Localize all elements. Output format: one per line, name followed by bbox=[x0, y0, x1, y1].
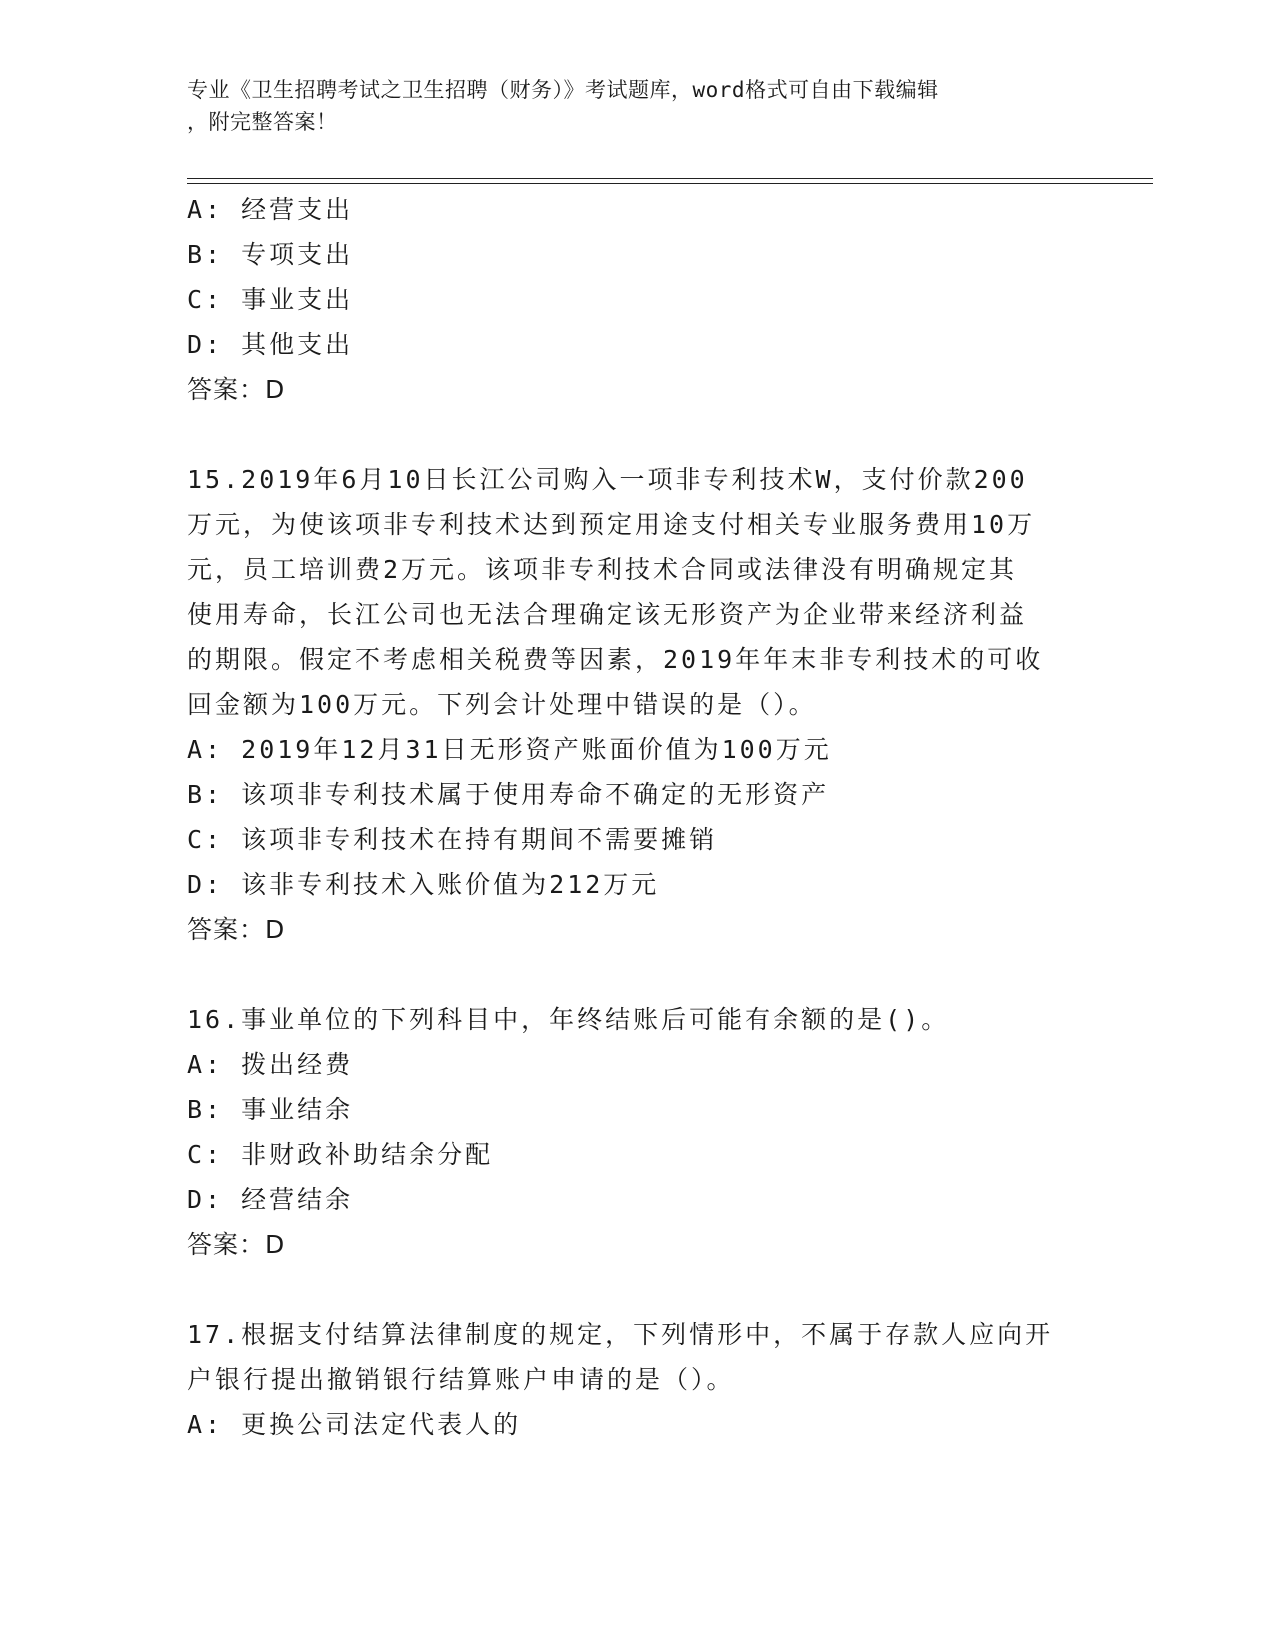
q15-stem-line-5: 的期限。假定不考虑相关税费等因素，2019年年末非专利技术的可收 bbox=[187, 645, 1044, 674]
q14-option-d: D: 其他支出 bbox=[187, 330, 354, 359]
q16-option-b: B: 事业结余 bbox=[187, 1095, 354, 1124]
q16-answer: 答案：D bbox=[187, 1230, 286, 1259]
q15-stem-line-1: 15.2019年6月10日长江公司购入一项非专利技术W，支付价款200 bbox=[187, 465, 1028, 494]
q16-option-d: D: 经营结余 bbox=[187, 1185, 354, 1214]
q14-option-b: B: 专项支出 bbox=[187, 240, 354, 269]
q15-option-a: A: 2019年12月31日无形资产账面价值为100万元 bbox=[187, 735, 832, 764]
q15-option-b: B: 该项非专利技术属于使用寿命不确定的无形资产 bbox=[187, 780, 830, 809]
q15-stem-line-3: 元，员工培训费2万元。该项非专利技术合同或法律没有明确规定其 bbox=[187, 555, 1018, 584]
q15-stem-line-6: 回金额为100万元。下列会计处理中错误的是（）。 bbox=[187, 690, 817, 719]
q17-stem-line-1: 17.根据支付结算法律制度的规定，下列情形中，不属于存款人应向开 bbox=[187, 1320, 1054, 1349]
q14-option-a: A: 经营支出 bbox=[187, 195, 354, 224]
q15-answer: 答案：D bbox=[187, 915, 286, 944]
q17-stem-line-2: 户银行提出撤销银行结算账户申请的是（）。 bbox=[187, 1365, 735, 1394]
q15-option-d: D: 该非专利技术入账价值为212万元 bbox=[187, 870, 660, 899]
header-line-2: ，附完整答案！ bbox=[187, 110, 338, 134]
header-divider-top bbox=[187, 178, 1153, 179]
header-line-1: 专业《卫生招聘考试之卫生招聘（财务）》考试题库，word格式可自由下载编辑 bbox=[187, 78, 939, 102]
q17-option-a: A: 更换公司法定代表人的 bbox=[187, 1410, 522, 1439]
q16-option-a: A: 拨出经费 bbox=[187, 1050, 354, 1079]
q14-option-c: C: 事业支出 bbox=[187, 285, 354, 314]
q15-stem-line-2: 万元，为使该项非专利技术达到预定用途支付相关专业服务费用10万 bbox=[187, 510, 1036, 539]
q15-option-c: C: 该项非专利技术在持有期间不需要摊销 bbox=[187, 825, 718, 854]
q14-answer: 答案：D bbox=[187, 375, 286, 404]
q16-option-c: C: 非财政补助结余分配 bbox=[187, 1140, 494, 1169]
q15-stem-line-4: 使用寿命，长江公司也无法合理确定该无形资产为企业带来经济利益 bbox=[187, 600, 1028, 629]
header-divider-bottom bbox=[187, 183, 1153, 184]
document-header bbox=[187, 74, 1067, 138]
q16-stem-line-1: 16.事业单位的下列科目中，年终结账后可能有余额的是()。 bbox=[187, 1005, 950, 1034]
